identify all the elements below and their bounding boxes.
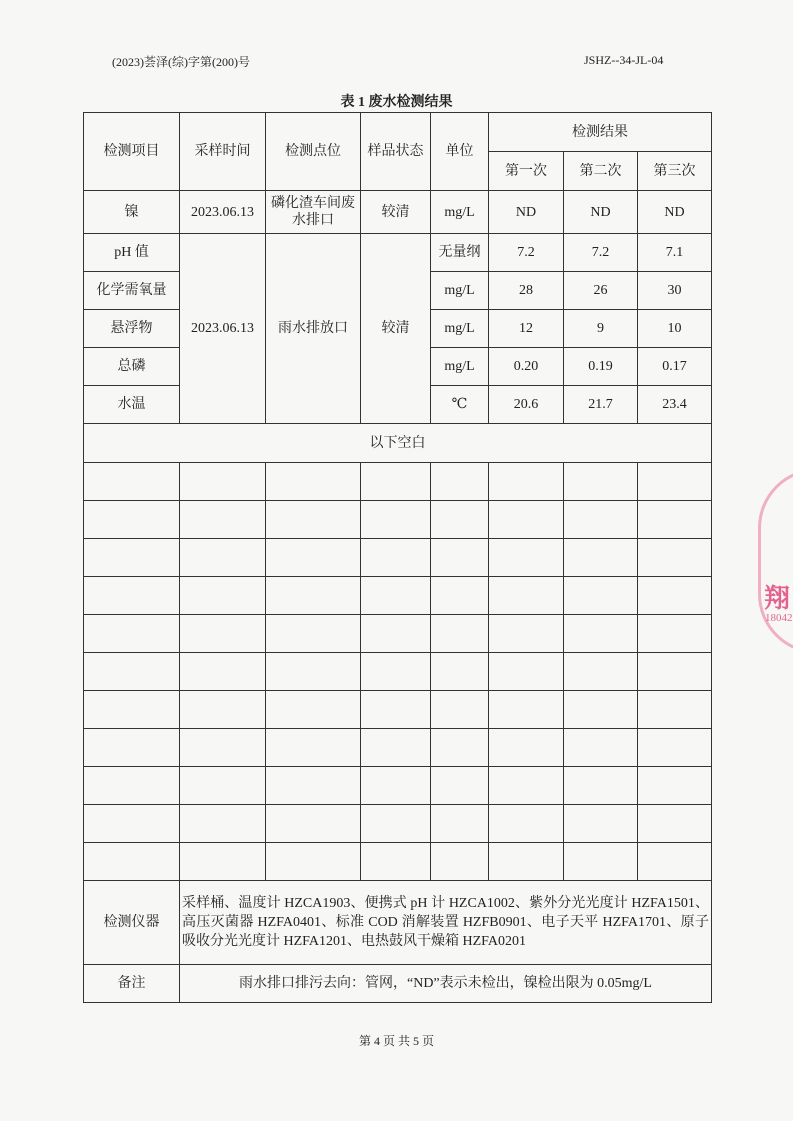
table-caption: 表 1 废水检测结果 <box>340 95 453 110</box>
blank-row <box>84 805 712 843</box>
unit-cell: mg/L <box>431 310 489 348</box>
time-cell: 2023.06.13 <box>180 191 266 234</box>
table-row <box>84 191 712 234</box>
seal-stamp-mark: 翔 <box>764 584 791 613</box>
time-cell: 2023.06.13 <box>180 234 266 424</box>
result-third: 10 <box>638 310 712 348</box>
blank-row <box>84 577 712 615</box>
result-third: ND <box>638 191 712 234</box>
result-first: 7.2 <box>489 234 564 272</box>
remarks-text: 雨水排口排污去向：管网，“ND”表示未检出，镍检出限为 0.05mg/L <box>180 965 712 1003</box>
blank-row <box>84 691 712 729</box>
table-row <box>84 234 712 272</box>
item-cell: 悬浮物 <box>84 310 180 348</box>
unit-cell: 无量纲 <box>431 234 489 272</box>
blank-row <box>84 653 712 691</box>
instruments-label: 检测仪器 <box>84 881 180 965</box>
unit-cell: mg/L <box>431 348 489 386</box>
result-third: 30 <box>638 272 712 310</box>
result-first: ND <box>489 191 564 234</box>
unit-cell: mg/L <box>431 272 489 310</box>
item-cell: 化学需氧量 <box>84 272 180 310</box>
item-cell: 水温 <box>84 386 180 424</box>
result-first: 20.6 <box>489 386 564 424</box>
wastewater-results-table <box>83 112 712 1003</box>
blank-row <box>84 843 712 881</box>
state-cell: 较清 <box>361 234 431 424</box>
unit-cell: mg/L <box>431 191 489 234</box>
result-second: ND <box>564 191 638 234</box>
blank-row <box>84 729 712 767</box>
location-cell: 磷化渣车间废水排口 <box>266 191 361 234</box>
result-second: 21.7 <box>564 386 638 424</box>
result-second: 26 <box>564 272 638 310</box>
page-footer: 第 4 页 共 5 页 <box>358 1034 434 1048</box>
result-first: 28 <box>489 272 564 310</box>
unit-cell: ℃ <box>431 386 489 424</box>
document-number: (2023)荟泽(综)字第(200)号 <box>112 55 250 69</box>
location-cell: 雨水排放口 <box>266 234 361 424</box>
result-second: 9 <box>564 310 638 348</box>
instruments-text: 采样桶、温度计 HZCA1903、便携式 pH 计 HZCA1002、紫外分光光度计 HZFA1501、高压灭菌器 HZFA0401、标准 COD 消解装置 HZFB0901、电子天平 HZFA1701、原子吸收分光光度计 HZFA1201、电热鼓风干燥箱 HZFA0201 <box>180 881 712 965</box>
result-third: 0.17 <box>638 348 712 386</box>
header-results: 检测结果 <box>489 113 712 152</box>
header-location: 检测点位 <box>266 113 361 191</box>
result-first: 0.20 <box>489 348 564 386</box>
header-first: 第一次 <box>489 152 564 191</box>
remarks-label: 备注 <box>84 965 180 1003</box>
blank-row <box>84 501 712 539</box>
blank-row <box>84 539 712 577</box>
state-cell: 较清 <box>361 191 431 234</box>
header-third: 第三次 <box>638 152 712 191</box>
item-cell: 总磷 <box>84 348 180 386</box>
seal-stamp-number: 18042 <box>765 612 793 624</box>
blank-row <box>84 615 712 653</box>
result-third: 7.1 <box>638 234 712 272</box>
result-first: 12 <box>489 310 564 348</box>
result-third: 23.4 <box>638 386 712 424</box>
blank-note: 以下空白 <box>84 424 712 463</box>
seal-stamp <box>758 468 793 654</box>
header-state: 样品状态 <box>361 113 431 191</box>
result-second: 0.19 <box>564 348 638 386</box>
form-code: JSHZ--34-JL-04 <box>584 53 664 67</box>
blank-row <box>84 463 712 501</box>
item-cell: 镍 <box>84 191 180 234</box>
item-cell: pH 值 <box>84 234 180 272</box>
header-item: 检测项目 <box>84 113 180 191</box>
header-second: 第二次 <box>564 152 638 191</box>
header-time: 采样时间 <box>180 113 266 191</box>
header-unit: 单位 <box>431 113 489 191</box>
blank-row <box>84 767 712 805</box>
result-second: 7.2 <box>564 234 638 272</box>
